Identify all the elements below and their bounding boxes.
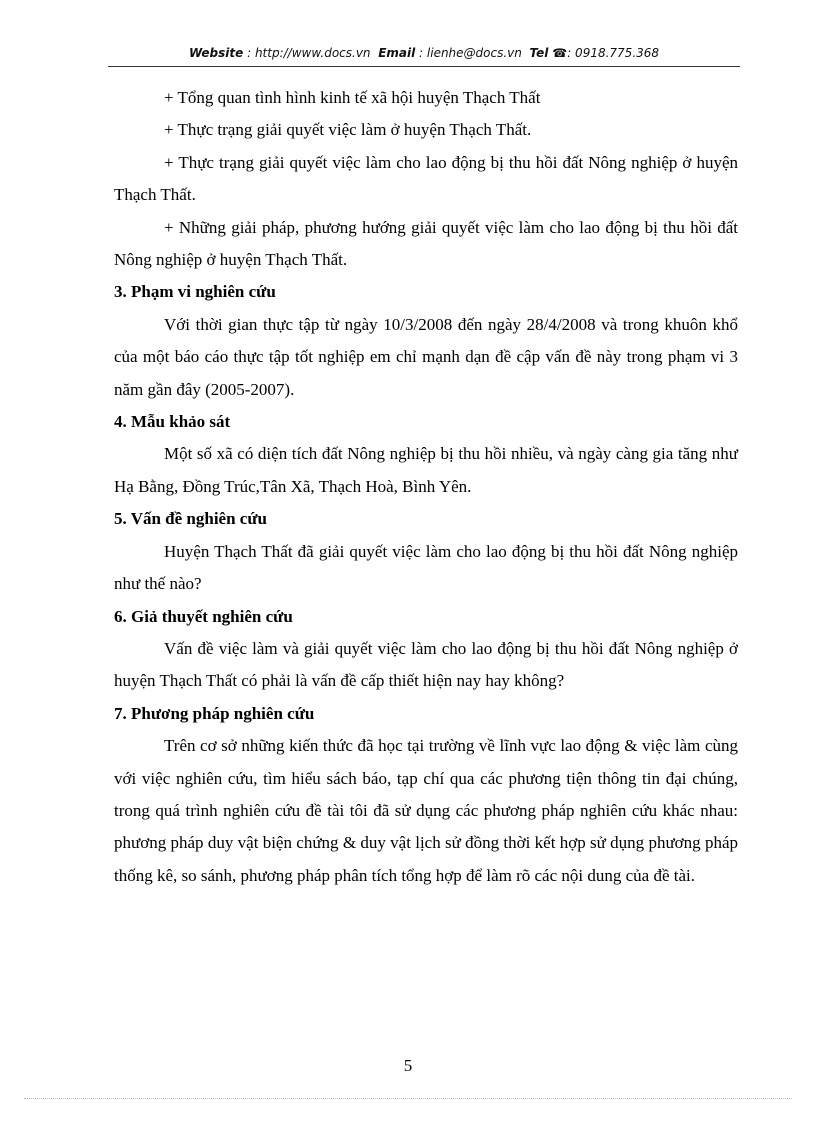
section-heading: 3. Phạm vi nghiên cứu — [114, 282, 276, 302]
website-label: Website — [188, 46, 244, 60]
section-heading: 6. Giả thuyết nghiên cứu — [114, 606, 293, 626]
email-value: : lienhe@docs.vn — [419, 46, 522, 60]
body-paragraph: + Tổng quan tình hình kinh tế xã hội huyện Thạch Thất — [164, 88, 541, 107]
header-divider — [108, 66, 740, 67]
section-heading: 5. Vấn đề nghiên cứu — [114, 509, 268, 529]
page-header — [108, 46, 740, 60]
footer-divider — [24, 1098, 792, 1099]
body-paragraph: + Những giải pháp, phương hướng giải quyết việc làm cho lao động bị thu hồi đất Nông nghiệp ở huyện Thạch Thất. — [114, 217, 738, 270]
body-paragraph: + Thực trạng giải quyết việc làm ở huyện Thạch Thất. — [164, 120, 532, 140]
body-paragraph: Vấn đề việc làm và giải quyết việc làm cho lao động bị thu hồi đất Nông nghiệp ở huyện Thạch Thất có phải là vấn đề cấp thiết hiện nay hay không? — [114, 638, 738, 691]
body-paragraph: Một số xã có diện tích đất Nông nghiệp bị thu hồi nhiều, và ngày càng gia tăng như Hạ Bằng, Đồng Trúc,Tân Xã, Thạch Hoà, Bình Yên. — [114, 444, 738, 496]
document-body — [114, 82, 738, 892]
body-paragraph: Huyện Thạch Thất đã giải quyết việc làm cho lao động bị thu hồi đất Nông nghiệp như thế nào? — [114, 541, 738, 594]
website-url: : http://www.docs.vn — [247, 46, 371, 60]
body-paragraph: + Thực trạng giải quyết việc làm cho lao động bị thu hồi đất Nông nghiệp ở huyện Thạch Thất. — [114, 152, 738, 205]
email-label: Email — [378, 46, 416, 60]
body-paragraph: Với thời gian thực tập từ ngày 10/3/2008 đến ngày 28/4/2008 và trong khuôn khổ của một báo cáo thực tập tốt nghiệp em chỉ mạnh dạn đề cập vấn đề này trong phạm vi 3 năm gần đây (2005-2007). — [114, 314, 738, 399]
tel-value: : 0918.775.368 — [567, 46, 660, 60]
tel-label: Tel — [529, 46, 549, 60]
section-heading: 7. Phương pháp nghiên cứu — [114, 703, 315, 723]
body-paragraph: Trên cơ sở những kiến thức đã học tại trường về lĩnh vực lao động & việc làm cùng với việc nghiên cứu, tìm hiểu sách báo, tạp chí qua các phương tiện thông tin đại chúng, trong quá trình nghiên cứu đề tài tôi đã sử dụng các phương pháp nghiên cứu khác nhau: phương pháp duy vật biện chứng & duy vật lịch sử đồng thời kết hợp sử dụng phương pháp thống kê, so sánh, phương pháp phân tích tổng hợp để làm rõ các nội dung của đề tài. — [114, 736, 738, 885]
page-number: 5 — [403, 1056, 413, 1075]
phone-icon: ☎ — [552, 46, 568, 60]
section-heading: 4. Mẫu khảo sát — [114, 412, 231, 432]
